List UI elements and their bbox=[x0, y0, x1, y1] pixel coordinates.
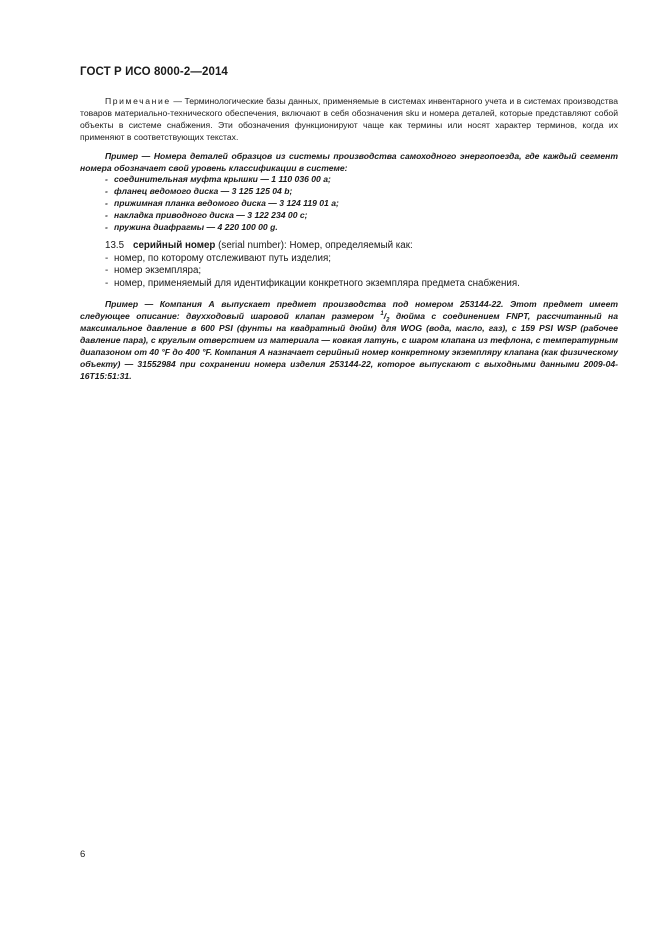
list-item: - номер экземпляра; bbox=[105, 265, 202, 277]
note-text: — Терминологические базы данных, применяемые в системах инвентарного учета и в системах производства товаров материально-технического обеспечения, включают в себя обозначения sku и номера деталей, которые представляют собой объекты в системе снабжения. Эти обозначения функционируют чаще как термины или носят характер терминов, когда их применяют в соответствующих текстах. bbox=[80, 96, 618, 142]
list-item: - накладка приводного диска — 3 122 234 00 c; bbox=[105, 209, 308, 220]
list-item: - номер, по которому отслеживают путь изделия; bbox=[105, 253, 332, 265]
term-name: серийный номер bbox=[133, 240, 216, 252]
page-content bbox=[80, 96, 618, 383]
term-definition-text: : Номер, определяемый как: bbox=[284, 240, 413, 252]
term-definition bbox=[80, 240, 618, 290]
example-1 bbox=[80, 151, 618, 234]
list-item: - пружина диафрагмы — 4 220 100 00 g. bbox=[105, 221, 278, 232]
list-item: - прижимная планка ведомого диска — 3 124 119 01 a; bbox=[105, 198, 339, 209]
page-header: ГОСТ Р ИСО 8000-2—2014 bbox=[80, 66, 228, 78]
page-number: 6 bbox=[80, 849, 86, 860]
list-item: - соединительная муфта крышки — 1 110 036 00 a; bbox=[105, 174, 331, 185]
note-label: Примечание bbox=[105, 96, 171, 106]
list-item: - фланец ведомого диска — 3 125 125 04 b; bbox=[105, 186, 293, 197]
example-2 bbox=[80, 299, 618, 382]
term-list bbox=[80, 253, 618, 290]
example-1-text: Пример — Номера деталей образцов из системы производства самоходного энергопоезда, где каждый сегмент номера обозначает свой уровень классификации в системе: bbox=[80, 150, 618, 173]
term-english: (serial number) bbox=[218, 240, 285, 252]
list-item: - номер, применяемый для идентификации конкретного экземпляра предмета снабжения. bbox=[105, 277, 520, 289]
note-paragraph bbox=[80, 96, 618, 144]
term-number: 13.5 bbox=[105, 240, 125, 252]
example-2-text: Пример — Компания А выпускает предмет производства под номером 253144-22. Этот предмет имеет следующее описание: двухходовый шаровой клапан размером $^1/_2$ дюйма с соединением FNPT, рассчитанный на максимальное давление в 600 PSI (фунты на квадратный дюйм) для WOG (вода, масло, газ), с 159 PSI WSP (рабочее давление пара), с круглым отверстием из материала — ковкая латунь, с шаром клапана из тефлона, с температурным диапазоном от 40 °F до 400 °F. Компания А назначает серийный номер конкретному экземпляру клапана (как физическому объекту) — 31552984 при сохранении номера изделия 253144-22, которое выпускают с выходными данными 2009-04-16T15:51:31. bbox=[80, 299, 618, 381]
example-1-list bbox=[80, 174, 618, 233]
